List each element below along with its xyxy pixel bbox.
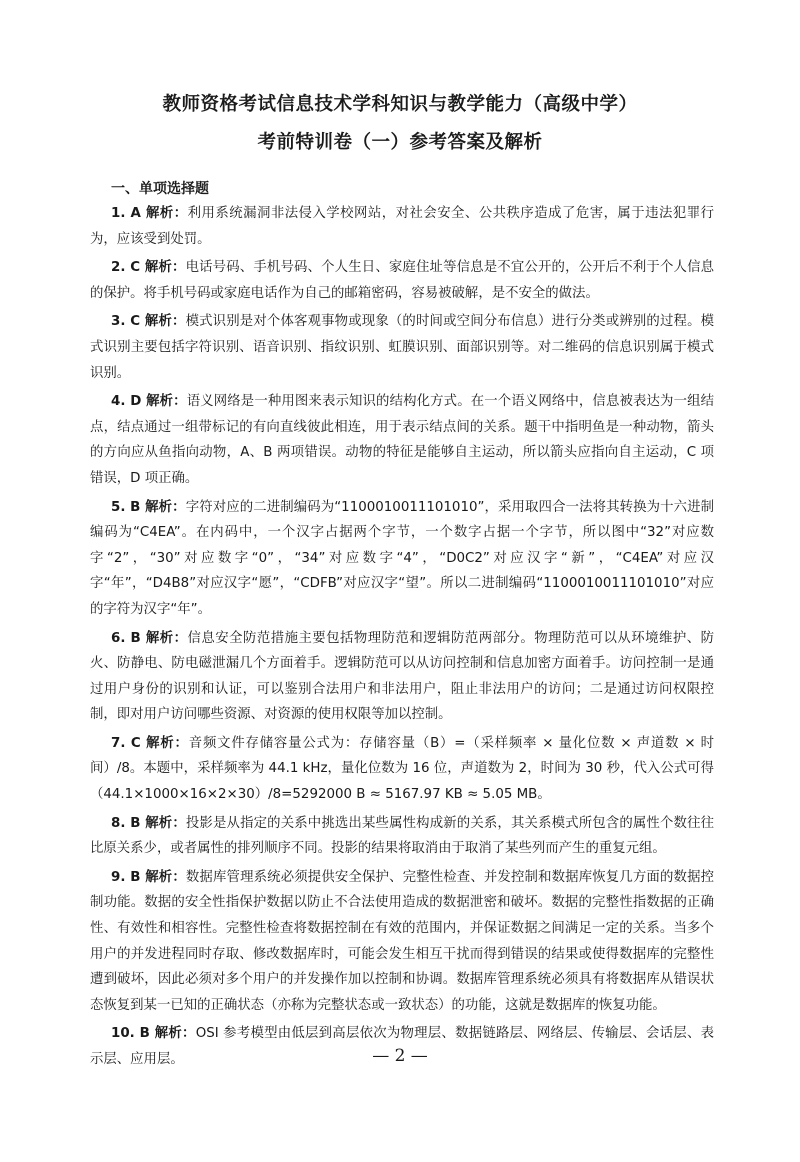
analysis-label: 解析： <box>145 869 186 885</box>
answer-item-1 <box>90 201 714 252</box>
analysis-label: 解析： <box>146 206 188 221</box>
answer-number: 3. C <box>111 314 145 330</box>
answer-number: 1. A <box>111 206 147 221</box>
answer-number: 7. C <box>111 735 147 751</box>
answer-item-4 <box>90 389 714 491</box>
answer-number: 2. C <box>111 260 145 276</box>
answer-item-7 <box>90 731 714 808</box>
analysis-text: 音频文件存储容量公式为：存储容量（B）=（采样频率 × 量化位数 × 声道数 × 时间）/8。本题中，采样频率为 44.1 kHz，量化位数为 16 位，声道数为 2，时间为 30 秒，代入公式可得（44.1×1000×16×2×30）/8=5292000 B ≈ 5167.97 KB ≈ 5.05 MB。 <box>90 735 715 803</box>
answer-item-5 <box>90 495 714 623</box>
analysis-label: 解析： <box>145 499 186 515</box>
document-title: 教师资格考试信息技术学科知识与教学能力（高级中学） <box>162 94 638 115</box>
analysis-label: 解析： <box>146 394 187 410</box>
analysis-label: 解析： <box>146 735 189 751</box>
answer-item-6 <box>90 626 714 728</box>
analysis-text: 电话号码、手机号码、个人生日、家庭住址等信息是不宜公开的，公开后不利于个人信息的保护。将手机号码或家庭电话作为自己的邮箱密码，容易被破解，是不安全的做法。 <box>90 260 715 301</box>
answer-item-3 <box>90 309 714 386</box>
answer-item-9 <box>90 865 714 1019</box>
answer-number: 5. B <box>111 499 146 515</box>
analysis-text: 语义网络是一种用图来表示知识的结构化方式。在一个语义网络中，信息被表达为一组结点，结点通过一组带标记的有向直线彼此相连，用于表示结点间的关系。题干中指明鱼是一种动物，箭头的方向应从鱼指向动物，A、B 两项错误。动物的特征是能够自主运动，所以箭头应指向自主运动，C 项错误，D 项正确。 <box>90 394 715 486</box>
analysis-text: 信息安全防范措施主要包括物理防范和逻辑防范两部分。物理防范可以从环境维护、防火、防静电、防电磁泄漏几个方面着手。逻辑防范可以从访问控制和信息加密方面着手。访问控制一是通过用户身份的识别和认证，可以鉴别合法用户和非法用户，阻止非法用户的访问；二是通过访问权限控制，即对用户访问哪些资源、对资源的使用权限等加以控制。 <box>90 630 715 723</box>
analysis-text: 投影是从指定的关系中挑选出某些属性构成新的关系，其关系模式所包含的属性个数往往比原关系少，或者属性的排列顺序不同。投影的结果将取消由于取消了某些列而产生的重复元组。 <box>90 815 715 857</box>
answer-number: 4. D <box>111 394 147 410</box>
answer-item-2 <box>90 255 714 306</box>
section-heading: 一、单项选择题 <box>111 181 209 197</box>
page-number: — 2 — <box>372 1046 428 1066</box>
analysis-label: 解析： <box>144 314 186 330</box>
analysis-text: 字符对应的二进制编码为“1100010011101010”，采用取四合一法将其转换为十六进制编码为“C4EA”。在内码中，一个汉字占据两个字节，一个数字占据一个字节，所以图中“32”对应数字“2”，“30”对应数字“0”，“34”对应数字“4”，“D0C2”对应汉字“新”，“C4EA”对应汉字“年”，“D4B8”对应汉字“愿”，“CDFB”对应汉字“望”。所以二进制编码“1100010011101010”对应的字符为汉字“年”。 <box>90 499 715 617</box>
analysis-text: 数据库管理系统必须提供安全保护、完整性检查、并发控制和数据库恢复几方面的数据控制功能。数据的安全性指保护数据以防止不合法使用造成的数据泄密和破坏。数据的完整性指数据的正确性、有效性和相容性。完整性检查将数据控制在有效的范围内，并保证数据之间满足一定的关系。当多个用户的并发进程同时存取、修改数据库时，可能会发生相互干扰而得到错误的结果或使得数据库的完整性遭到破坏，因此必须对多个用户的并发操作加以控制和协调。数据库管理系统必须具有将数据库从错误状态恢复到某一已知的正确状态（亦称为完整状态或一致状态）的功能，这就是数据库的恢复功能。 <box>90 869 715 1013</box>
analysis-label: 解析： <box>154 1026 196 1042</box>
analysis-text: OSI 参考模型由低层到高层依次为物理层、数据链路层、网络层、传输层、会话层、表示层、应用层。 <box>90 1026 714 1067</box>
analysis-text: 利用系统漏洞非法侵入学校网站，对社会安全、公共秩序造成了危害，属于违法犯罪行为，应该受到处罚。 <box>90 206 715 247</box>
answer-number: 10. B <box>111 1026 155 1042</box>
document-subtitle: 考前特训卷（一）参考答案及解析 <box>257 132 543 153</box>
analysis-label: 解析： <box>145 630 188 646</box>
answer-number: 9. B <box>111 869 146 885</box>
answer-number: 8. B <box>111 815 146 831</box>
analysis-label: 解析： <box>145 815 186 831</box>
analysis-label: 解析： <box>144 260 186 276</box>
answer-list <box>90 201 714 1076</box>
analysis-text: 模式识别是对个体客观事物或现象（的时间或空间分布信息）进行分类或辨别的过程。模式识别主要包括字符识别、语音识别、指纹识别、虹膜识别、面部识别等。对二维码的信息识别属于模式识别。 <box>90 314 715 381</box>
answer-item-8 <box>90 811 714 862</box>
answer-number: 6. B <box>111 630 146 646</box>
